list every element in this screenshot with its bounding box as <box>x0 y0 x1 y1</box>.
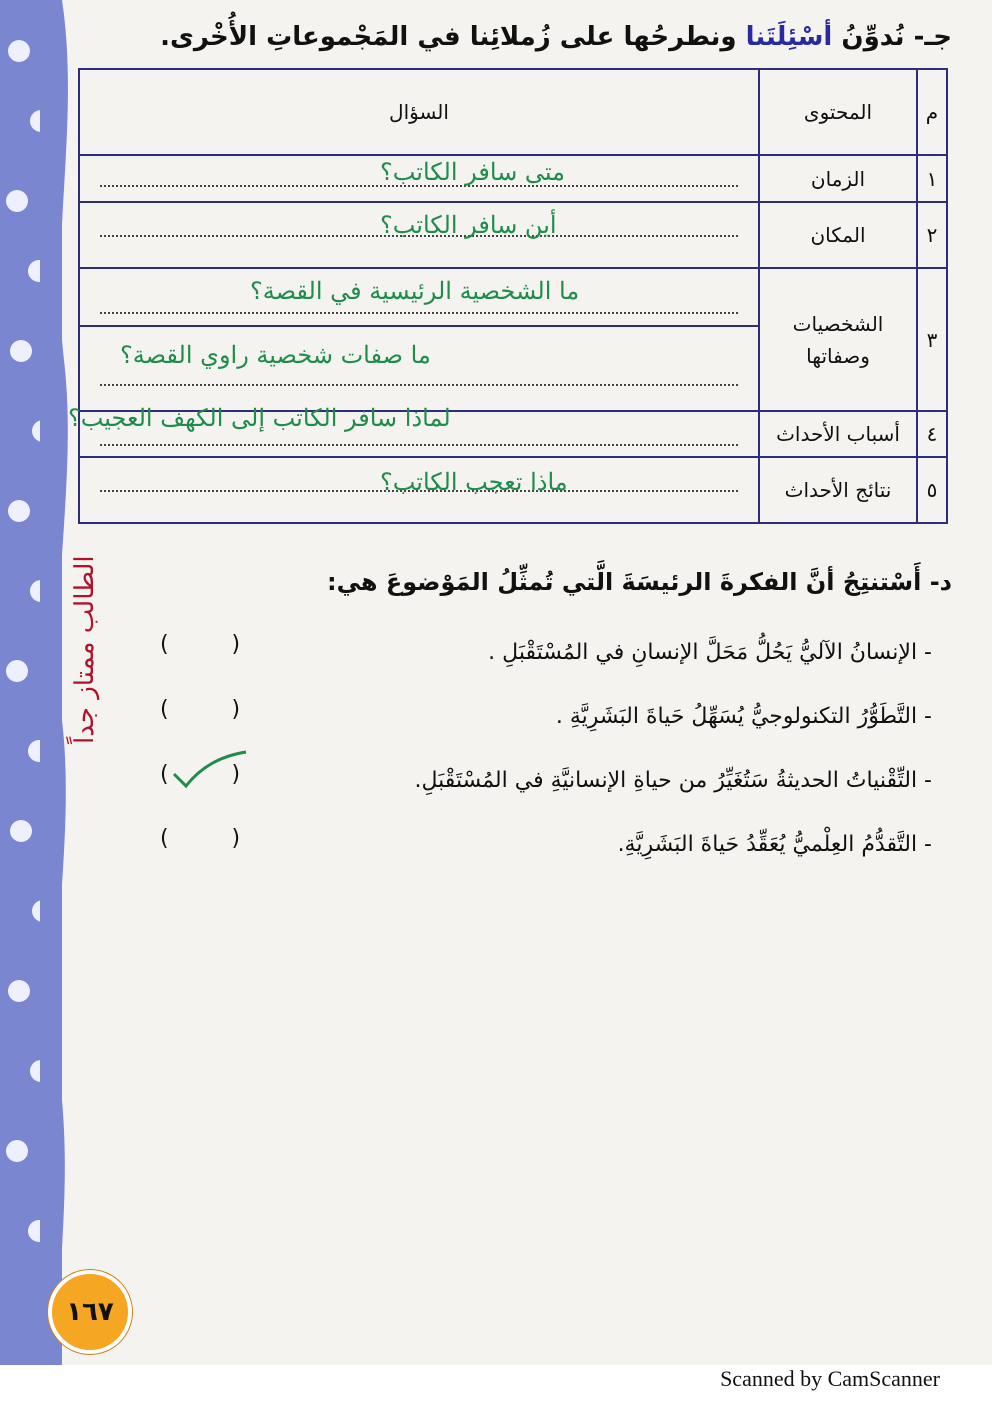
answer-line <box>100 384 738 386</box>
cell-divider <box>80 325 758 327</box>
row-num: ١ <box>917 155 947 202</box>
answer-cell[interactable] <box>79 202 759 268</box>
handwritten-answer: لماذا سافر الكاتب إلى الكهف العجيب؟ <box>68 404 451 432</box>
answer-line <box>100 312 738 314</box>
option-text: - الإنسانُ الآليُّ يَحُلُّ مَحَلَّ الإنسانِ في المُسْتَقْبَلِ . <box>488 640 932 665</box>
table-row <box>79 268 947 411</box>
checkmark-icon <box>170 748 250 790</box>
option-checkbox[interactable]: ( ) <box>160 632 241 657</box>
option-checkbox[interactable]: ( ) <box>160 826 241 851</box>
row-num: ٤ <box>917 411 947 457</box>
section-c-heading <box>160 22 952 52</box>
questions-table <box>68 68 948 524</box>
handwritten-answer: ماذا تعجب الكاتب؟ <box>380 468 568 496</box>
table-row <box>79 202 947 268</box>
row-num: ٥ <box>917 457 947 523</box>
row-content: الزمان <box>759 155 917 202</box>
header-num: م <box>917 69 947 155</box>
option-checkbox[interactable]: ( ) <box>160 762 241 787</box>
answer-cell[interactable] <box>79 268 759 411</box>
header-question: السؤال <box>79 69 759 155</box>
handwritten-answer: ما صفات شخصية راوي القصة؟ <box>120 341 431 369</box>
heading-rest: ونطرحُها على زُملائِنا في المَجْموعاتِ الأُخْرى. <box>160 22 746 52</box>
option-checkbox[interactable]: ( ) <box>160 697 241 722</box>
option-text: - التِّقْنياتُ الحديثةُ سَتُغَيِّرُ من حياةِ الإنسانيَّةِ في المُسْتَقْبَلِ. <box>414 768 932 793</box>
table-row <box>79 457 947 523</box>
table-row <box>79 155 947 202</box>
row-num: ٣ <box>917 268 947 411</box>
handwritten-answer: ما الشخصية الرئيسية في القصة؟ <box>250 277 580 305</box>
heading-highlight: أسْئِلَتَنا <box>745 22 833 52</box>
answer-cell[interactable] <box>79 155 759 202</box>
teacher-red-note: الطالب ممتاز جداً <box>70 555 100 744</box>
handwritten-answer: أين سافر الكاتب؟ <box>380 211 557 239</box>
heading-prefix: جـ- نُدوِّنُ <box>832 22 952 52</box>
row-content: أسباب الأحداث <box>759 411 917 457</box>
option-text: - التَّطَوُّرُ التكنولوجيُّ يُسَهِّلُ حَياةَ البَشَرِيَّةِ . <box>555 704 932 729</box>
table-header-row <box>79 69 947 155</box>
row-num: ٢ <box>917 202 947 268</box>
table-row <box>79 411 947 457</box>
section-d-title: د- أَسْتنتِجُ أنَّ الفكرةَ الرئيسَةَ الَّتي تُمثِّلُ المَوْضوعَ هي: <box>326 568 952 596</box>
row-content: الشخصيات وصفاتها <box>759 268 917 411</box>
row-content: نتائج الأحداث <box>759 457 917 523</box>
header-content: المحتوى <box>759 69 917 155</box>
answer-line <box>100 444 738 446</box>
answer-cell[interactable] <box>68 404 759 457</box>
handwritten-answer: متى سافر الكاتب؟ <box>380 158 566 186</box>
page-number-badge: ١٦٧ <box>48 1270 132 1354</box>
row-content: المكان <box>759 202 917 268</box>
answer-cell[interactable] <box>79 457 759 523</box>
option-text: - التَّقدُّمُ العِلْميُّ يُعَقِّدُ حَياةَ البَشَرِيَّةِ. <box>617 832 932 857</box>
scanner-watermark: Scanned by CamScanner <box>720 1366 940 1391</box>
